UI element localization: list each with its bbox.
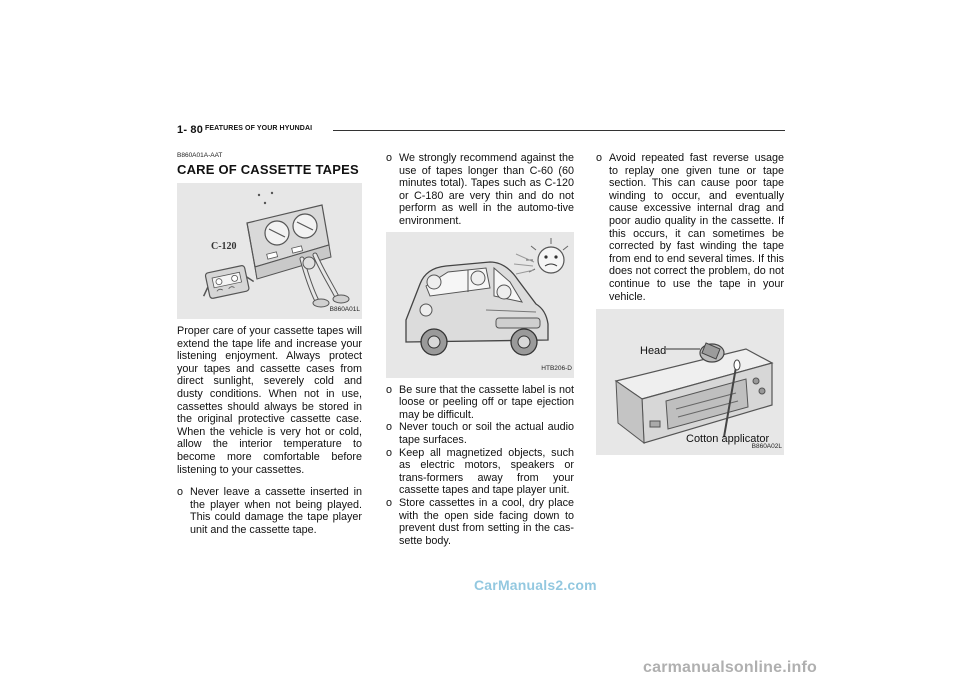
list-item: o Never touch or soil the actual audio tape surfaces. xyxy=(386,421,574,446)
cassette-label: C-120 xyxy=(211,241,237,252)
watermark-center: CarManuals2.com xyxy=(474,577,597,593)
care-paragraph: Proper care of your cassette tapes will extend the tape life and increase your listening enjoyment. Always protect your tapes and cassette cases from direct sunlight, severely cold and dusty conditions. When not in use, cassettes should always be stored in the original protective cassette case. When the vehicle is very hot or cold, allow the interior temperature to become more comfortable before listening to your cassettes. xyxy=(177,325,362,476)
column-3 xyxy=(596,152,784,455)
figure-code: HTB206-D xyxy=(541,364,572,372)
list-item: o Never leave a cassette inserted in the player when not being played. This could damage the tape player unit and the cassette tape. xyxy=(177,486,362,536)
sun-icon xyxy=(514,238,568,274)
section-code: B860A01A-AAT xyxy=(177,152,223,159)
header-rule xyxy=(333,130,785,131)
sad-cassette-icon xyxy=(177,183,362,319)
list-item: o Avoid repeated fast reverse usage to replay one given tune or tape section. This can cause poor tape winding to occur, and eventually cause excessive internal drag and poor audio quality in the cassette. If this occurs, it can sometimes be corrected by fast winding the tape from end to end several times. If this does not correct the problem, do not continue to use the tape in your vehicle. xyxy=(596,152,784,303)
car-icon xyxy=(386,232,574,378)
column-2 xyxy=(386,152,574,547)
list-item: o Store cassettes in a cool, dry place with the open side facing down to prevent dust from setting in the cas-sette body. xyxy=(386,496,574,547)
page-header xyxy=(177,124,785,138)
column-1 xyxy=(177,152,362,537)
car-sunlight-illustration xyxy=(386,232,574,378)
cotton-applicator-label: Cotton applicator xyxy=(686,433,770,446)
list-item: o Keep all magnetized objects, such as electric motors, speakers or trans-formers away from your cassette tapes and tape player unit. xyxy=(386,446,574,497)
section-title: FEATURES OF YOUR HYUNDAI xyxy=(205,125,313,132)
page-number: 1- 80 xyxy=(177,124,204,136)
list-item: o We strongly recommend against the use of tapes longer than C-60 (60 minutes total). Tapes such as C-120 or C-180 are very thin and do not perform as well in the automo-tive environment. xyxy=(386,152,574,227)
tape-head-cleaning-illustration xyxy=(596,309,784,455)
figure-code: B860A01L xyxy=(329,306,360,314)
section-heading: CARE OF CASSETTE TAPES xyxy=(177,162,359,177)
figure-code: B860A02L xyxy=(751,442,782,450)
cassette-illustration xyxy=(177,183,362,319)
head-label: Head xyxy=(640,345,667,358)
list-item: o Be sure that the cassette label is not loose or peeling off or tape ejection may be difficult. xyxy=(386,383,574,421)
watermark-footer: carmanualsonline.info xyxy=(643,659,818,676)
